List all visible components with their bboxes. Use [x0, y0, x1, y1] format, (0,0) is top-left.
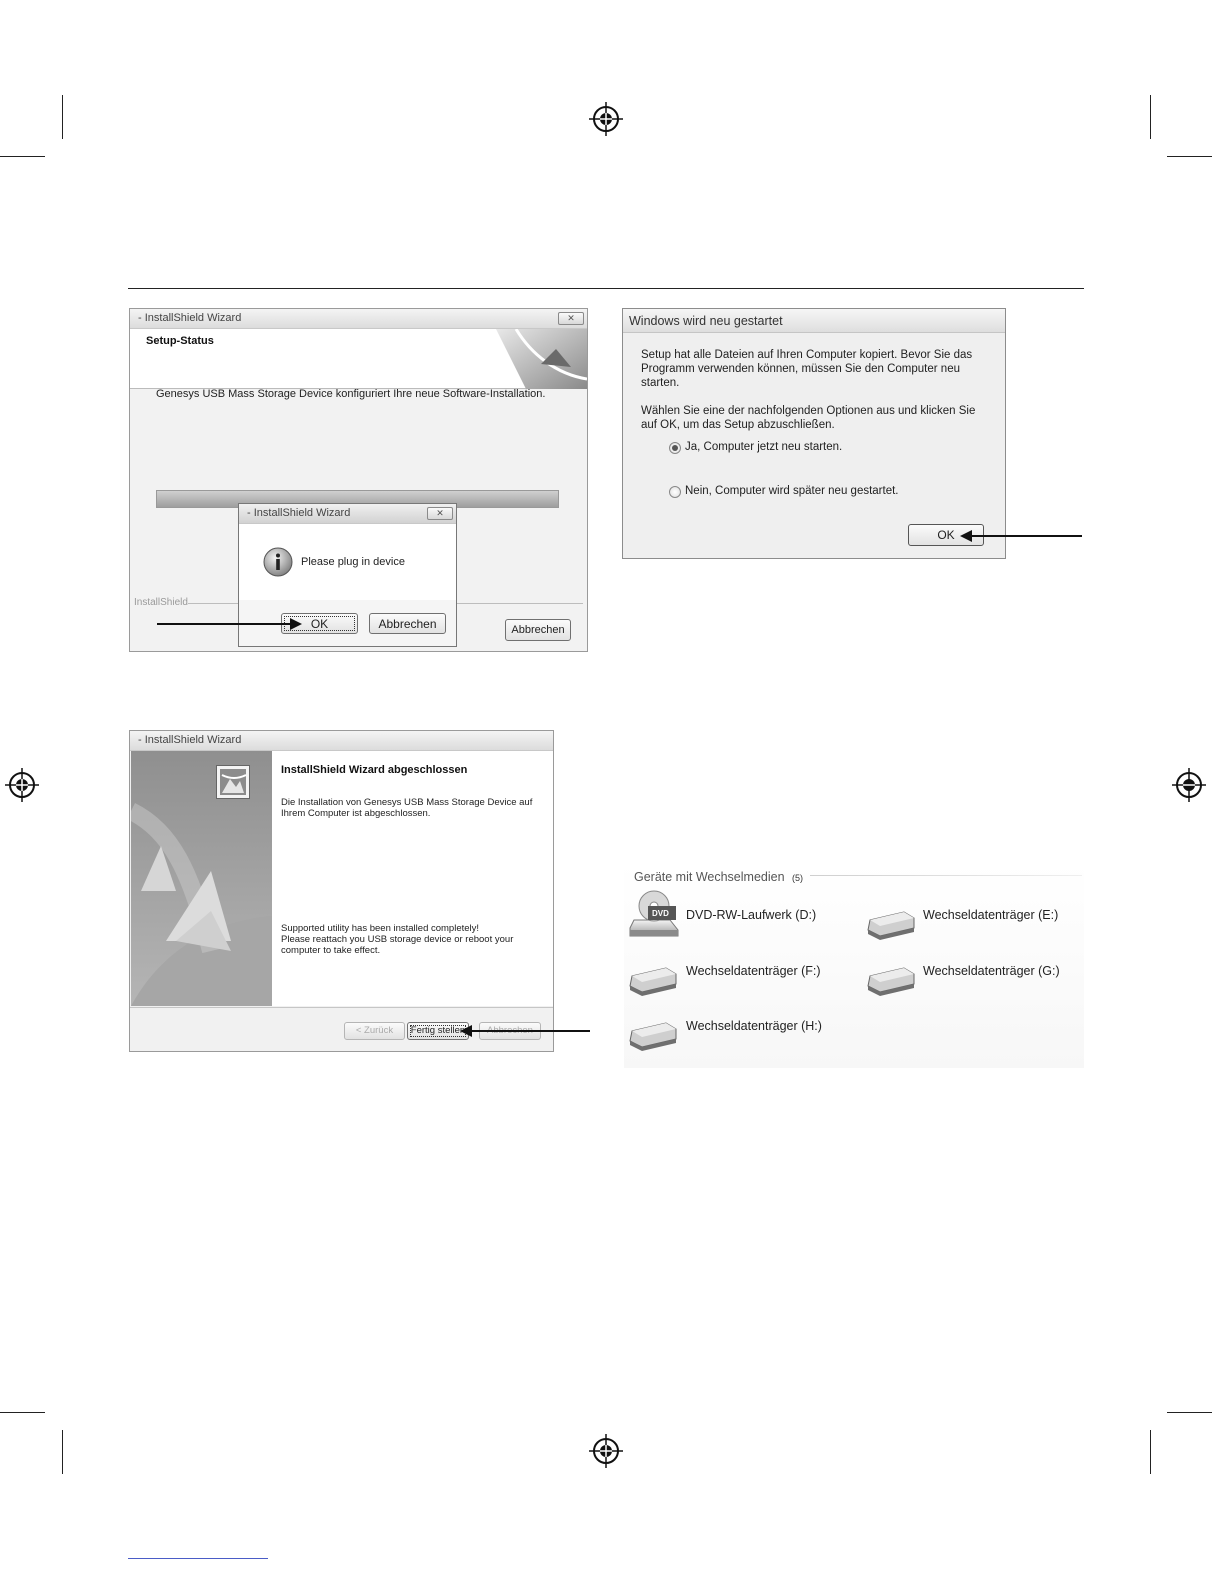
restart-now-label[interactable]: Ja, Computer jetzt neu starten.: [685, 441, 843, 453]
removable-drive-icon: [866, 962, 916, 996]
group-header: [634, 868, 803, 886]
setup-status-titlebar: [130, 309, 587, 329]
drive-item-e[interactable]: [866, 904, 1084, 944]
restart-titlebar: [623, 309, 1005, 333]
drive-label-g: Wechseldatenträger (G:): [923, 964, 1060, 978]
wizard-footer-divider: [130, 1007, 553, 1008]
pointer-arrow-head-icon: [460, 1025, 472, 1037]
crop-mark-bottom-left-vertical: [62, 1430, 63, 1474]
close-button[interactable]: ✕: [427, 507, 453, 520]
crop-mark-bottom-right-horizontal: [1167, 1412, 1212, 1413]
info-icon: [263, 547, 293, 577]
removable-drive-icon: [628, 1017, 678, 1051]
window-title: - InstallShield Wizard: [138, 312, 242, 324]
installshield-small-logo-icon: [216, 765, 250, 799]
restart-later-label[interactable]: Nein, Computer wird später neu gestartet.: [685, 485, 899, 497]
wizard-finished-titlebar: [130, 731, 553, 751]
plug-in-device-window: [238, 503, 457, 647]
pointer-arrow-line: [970, 535, 1082, 537]
restart-later-radio[interactable]: [669, 486, 681, 498]
ok-button[interactable]: OK: [281, 613, 358, 634]
back-button[interactable]: < Zurück: [344, 1022, 405, 1040]
header-rule: [128, 288, 1084, 289]
crop-mark-bottom-right-vertical: [1150, 1430, 1151, 1474]
window-title: Windows wird neu gestartet: [629, 314, 783, 328]
footer-link-rule: [128, 1558, 268, 1559]
drive-item-d[interactable]: [628, 890, 848, 942]
installshield-logo-icon: [486, 329, 587, 389]
cancel-button[interactable]: Abbrechen: [505, 619, 571, 641]
crop-mark-top-right-horizontal: [1167, 156, 1212, 157]
restart-paragraph-1-line-1: Setup hat alle Dateien auf Ihren Computer kopiert. Bevor Sie das: [641, 349, 973, 361]
removable-drive-icon: [628, 962, 678, 996]
registration-mark-top-icon: [589, 102, 623, 136]
crop-mark-bottom-left-horizontal: [0, 1412, 45, 1413]
restart-window: [622, 308, 1006, 559]
registration-mark-right-icon: [1172, 768, 1206, 802]
crop-mark-top-left-vertical: [62, 95, 63, 139]
removable-drive-icon: [866, 906, 916, 940]
wizard-header-band: [130, 329, 587, 389]
registration-mark-bottom-icon: [589, 1434, 623, 1468]
plug-in-message: Please plug in device: [301, 556, 405, 568]
restart-paragraph-2-line-2: auf OK, um das Setup abzuschließen.: [641, 419, 835, 431]
ok-button[interactable]: OK: [908, 524, 984, 546]
install-status-text: Genesys USB Mass Storage Device konfiguriert Ihre neue Software-Installation.: [156, 388, 546, 400]
drive-label-e: Wechseldatenträger (E:): [923, 908, 1059, 922]
restart-paragraph-1-line-3: starten.: [641, 377, 680, 389]
drive-label-h: Wechseldatenträger (H:): [686, 1019, 822, 1033]
drive-label-d: DVD-RW-Laufwerk (D:): [686, 908, 817, 922]
wizard-finished-heading: InstallShield Wizard abgeschlossen: [281, 764, 468, 776]
registration-mark-left-icon: [5, 768, 39, 802]
pointer-arrow-line: [470, 1030, 590, 1032]
wizard-note-line-1: Supported utility has been installed completely!: [281, 923, 480, 934]
group-divider: [810, 875, 1082, 876]
wizard-side-graphic-icon: [131, 751, 272, 1006]
wizard-finished-text-line-2: Ihrem Computer ist abgeschlossen.: [281, 808, 431, 819]
crop-mark-top-left-horizontal: [0, 156, 45, 157]
wizard-note-line-2: Please reattach you USB storage device or reboot your: [281, 934, 514, 945]
plug-in-titlebar: [239, 504, 456, 524]
crop-mark-top-right-vertical: [1150, 95, 1151, 139]
drive-label-f: Wechseldatenträger (F:): [686, 964, 821, 978]
wizard-header-title: Setup-Status: [146, 335, 214, 347]
dvd-badge: DVD: [652, 909, 669, 918]
close-button[interactable]: ✕: [558, 312, 584, 325]
cancel-button[interactable]: Abbrechen: [369, 613, 446, 634]
drive-item-g[interactable]: [866, 960, 1084, 1000]
pointer-arrow-line: [157, 623, 292, 625]
restart-paragraph-1-line-2: Programm verwenden können, müssen Sie den Computer neu: [641, 363, 960, 375]
pointer-arrow-head-icon: [290, 618, 302, 630]
restart-now-radio[interactable]: [669, 442, 681, 454]
window-title: - InstallShield Wizard: [138, 734, 242, 746]
drive-item-h[interactable]: [628, 1015, 848, 1055]
window-title: - InstallShield Wizard: [247, 507, 351, 519]
wizard-finished-window: [129, 730, 554, 1052]
group-title: Geräte mit Wechselmedien: [634, 870, 785, 884]
wizard-content-area: [272, 751, 553, 1006]
wizard-note-line-3: computer to take effect.: [281, 945, 381, 956]
wizard-finished-text-line-1: Die Installation von Genesys USB Mass Storage Device auf: [281, 797, 533, 808]
pointer-arrow-head-icon: [960, 530, 972, 542]
installshield-brand-label: InstallShield: [134, 597, 188, 608]
drive-item-f[interactable]: [628, 960, 848, 1000]
group-count: (5): [791, 873, 803, 883]
finish-button[interactable]: Fertig stellen: [407, 1022, 469, 1040]
restart-paragraph-2-line-1: Wählen Sie eine der nachfolgenden Optionen aus und klicken Sie: [641, 405, 976, 417]
